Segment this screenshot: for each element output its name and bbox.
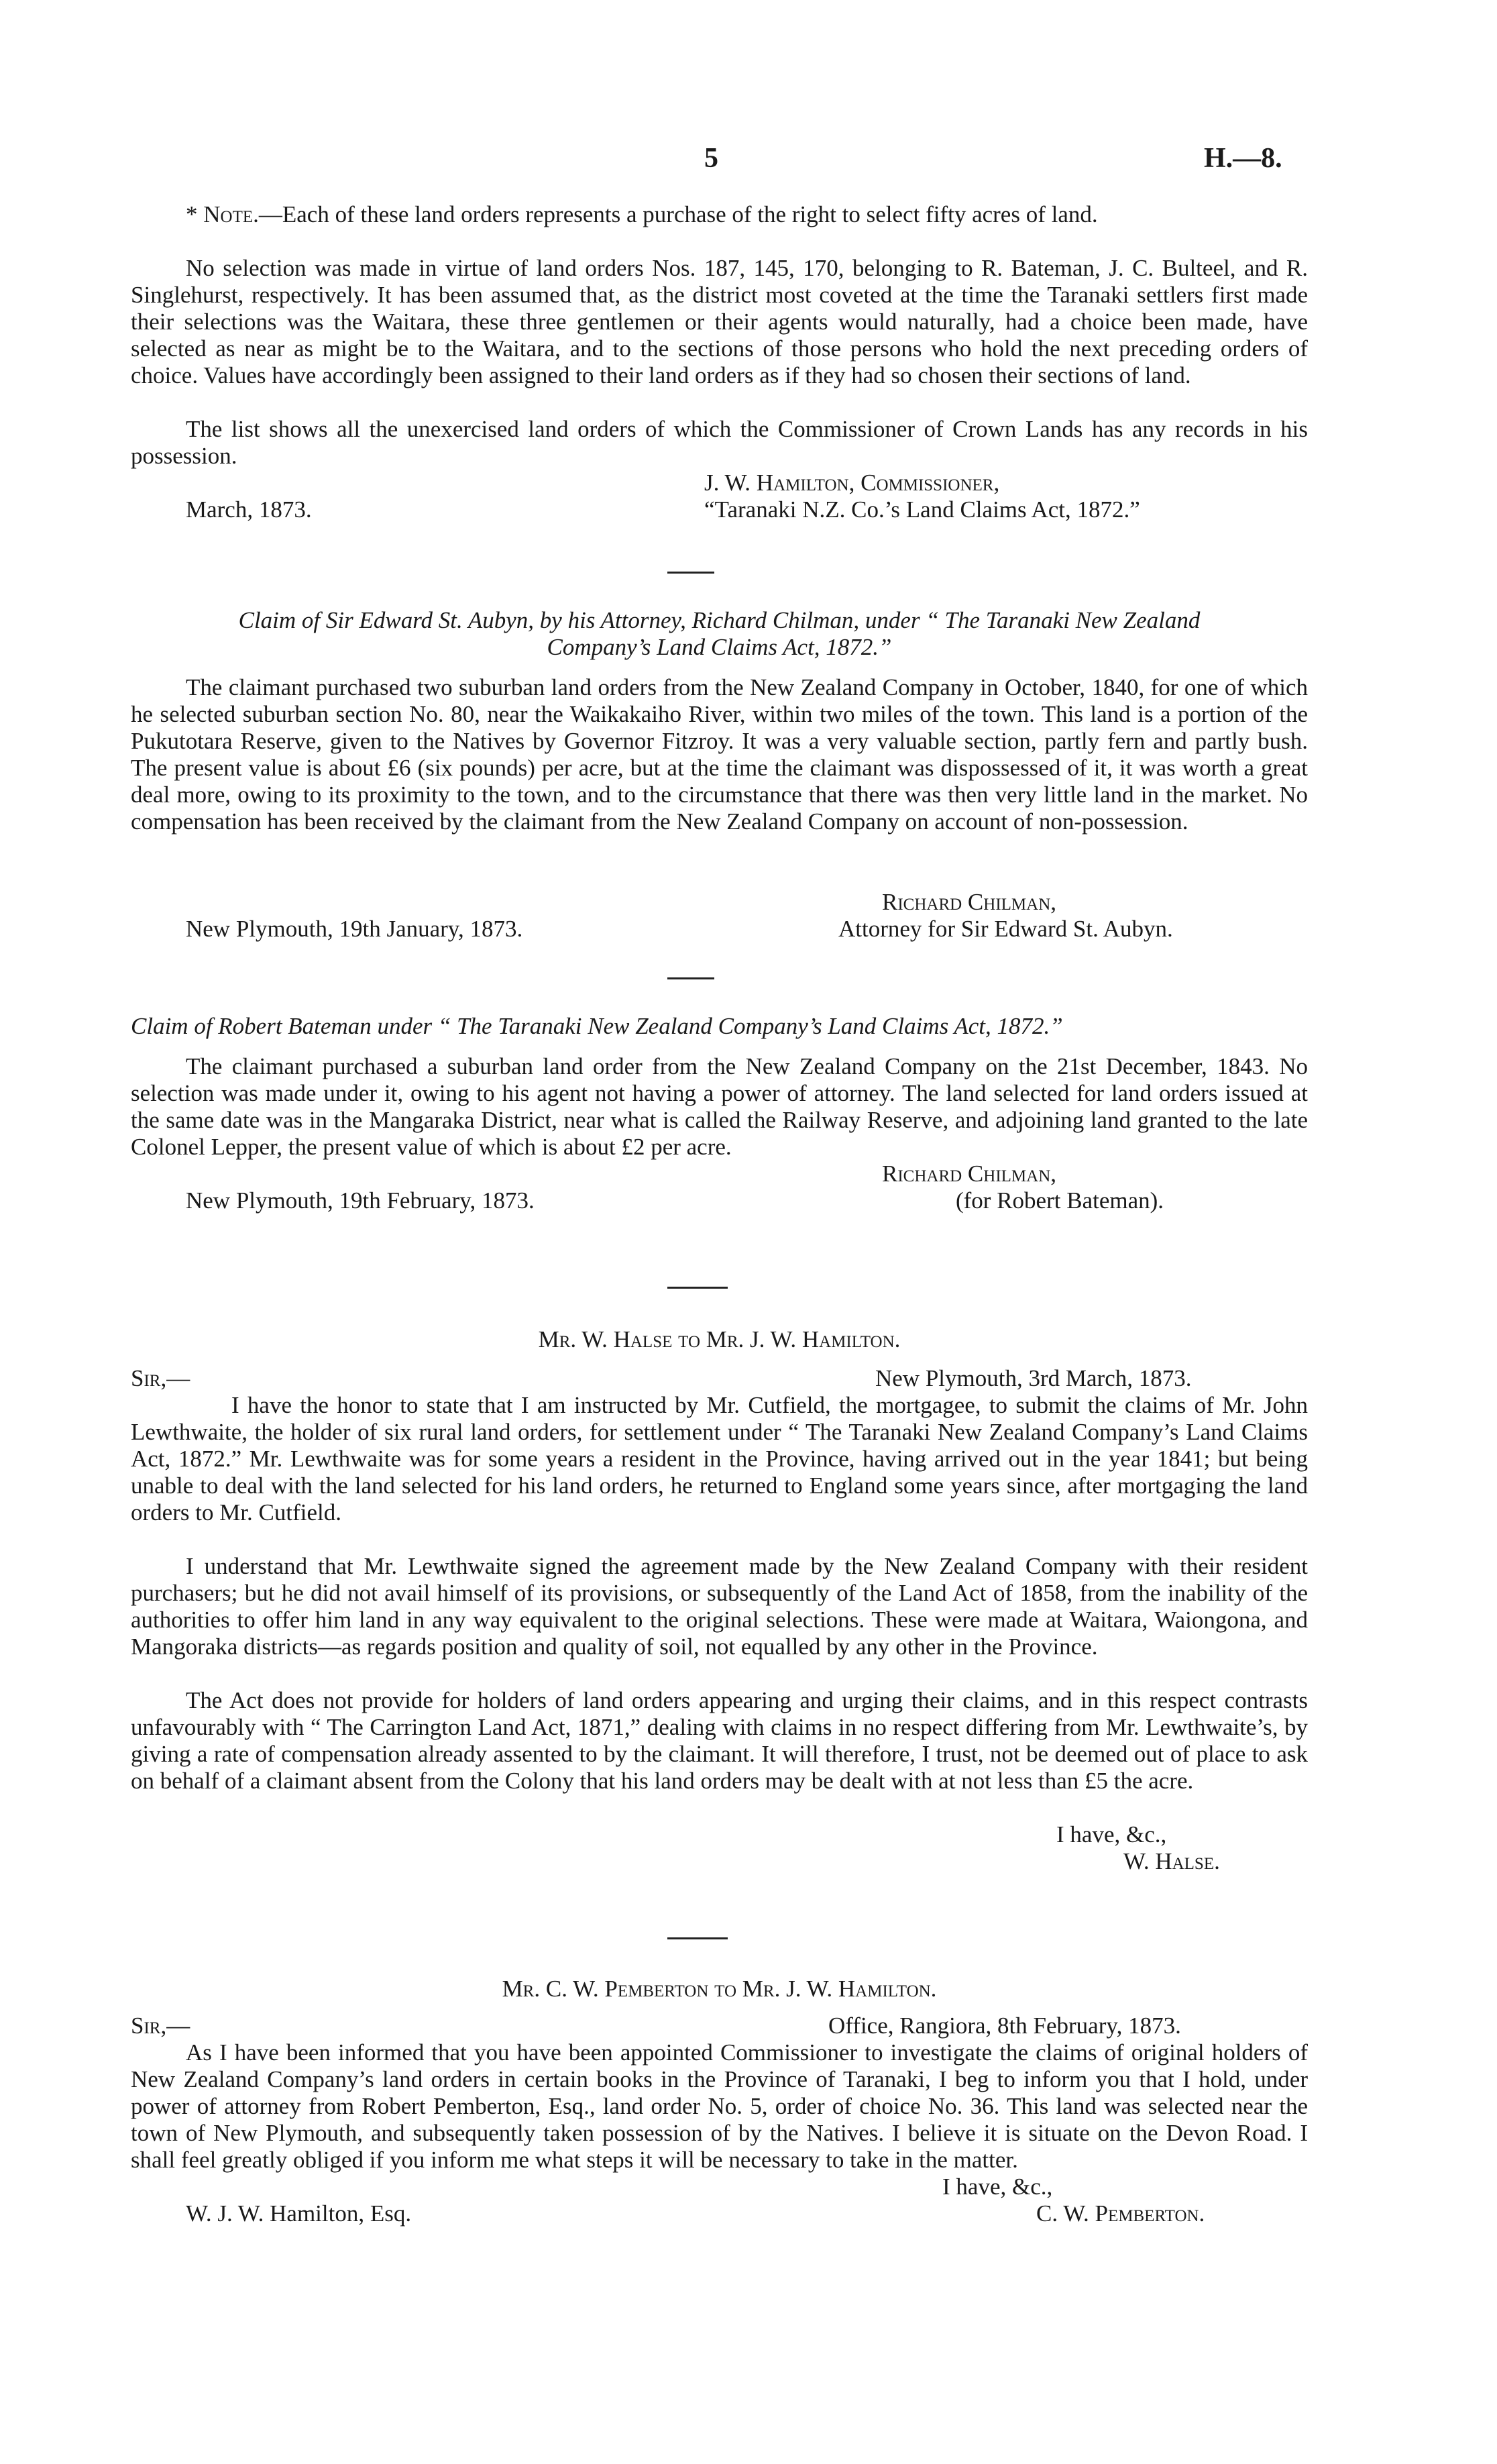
claim-1-title-line-1: Claim of Sir Edward St. Aubyn, by his Attorney, Richard Chilman, under “ The Taranaki New Zealand (238, 607, 1201, 633)
letter-1-salutation: Sir,— (131, 1365, 190, 1391)
letter-1-salutation-row (131, 1365, 1308, 1392)
page-number: 5 (704, 143, 718, 174)
section-divider (667, 572, 714, 574)
letter-1-paragraph-1: I have the honor to state that I am instructed by Mr. Cutfield, the mortgagee, to submit the claims of Mr. John Lewthwaite, the holder of six rural land orders, for settlement under “ The Taranaki New Zealand Company’s Land Claims Act, 1872.” Mr. Lewthwaite was for some years a resident in the Province, having arrived out in the year 1841; but being unable to deal with the land selected for his land orders, he returned to England some years since, after mortgaging the land orders to Mr. Cutfield. (131, 1392, 1308, 1525)
note-paragraph-2: No selection was made in virtue of land orders Nos. 187, 145, 170, belonging to R. Bateman, J. C. Bulteel, and R. Singlehurst, respectively. It has been assumed that, as the district most coveted at the time the Taranaki settlers first made their selections was the Waitara, these three gentlemen or their agents would naturally, had a choice been made, have selected as near as might be to the Waitara, and to the sections of those persons who hold the next preceding orders of choice. Values have accordingly been assigned to their land orders as if they had so chosen their sections of land. (131, 255, 1308, 388)
claim-1-signature-name: Richard Chilman, (882, 889, 1057, 915)
claim-2-title: Claim of Robert Bateman under “ The Taranaki New Zealand Company’s Land Claims Act, 1872.” (131, 1013, 1063, 1039)
claim-1-date-row (131, 916, 1308, 943)
document-reference: H.—8. (1204, 143, 1282, 174)
letter-1-paragraph-3: The Act does not provide for holders of land orders appearing and urging their claims, and in this respect contrasts unfavourably with “ The Carrington Land Act, 1871,” dealing with claims in no respect differing from Mr. Lewthwaite’s, by giving a rate of compensation already assented to by the claimant. It will therefore, I trust, not be deemed out of place to ask on behalf of a claimant absent from the Colony that his land orders may be dealt with at not less than £5 the acre. (131, 1687, 1308, 1794)
letter-2-heading: Mr. C. W. Pemberton to Mr. J. W. Hamilton. (502, 1976, 937, 2002)
letter-2-addressee: W. J. W. Hamilton, Esq. (186, 2200, 412, 2227)
letter-2-signature: C. W. Pemberton. (1036, 2200, 1205, 2227)
note-date-row (131, 496, 1308, 523)
claim-2-signature-role: (for Robert Bateman). (956, 1187, 1164, 1214)
note-act-title: “Taranaki N.Z. Co.’s Land Claims Act, 1872.” (704, 496, 1140, 523)
claim-2-date-row (131, 1187, 1308, 1214)
note-label: * Note. (186, 201, 259, 227)
letter-2-closing: I have, &c., (942, 2174, 1053, 2200)
claim-1-body: The claimant purchased two suburban land orders from the New Zealand Company in October, 1840, for one of which he selected suburban section No. 80, near the Waikakaiho River, within two miles of the town. This land is a portion of the Pukutotara Reserve, given to the Natives by Governor Fitzroy. It was a very valuable section, partly fern and partly bush. The present value is about £6 (six pounds) per acre, but at the time the claimant was dispossessed of it, it was worth a great deal more, owing to its proximity to the town, and to the circumstance that there was then very little land in the market. No compensation has been received by the claimant from the New Zealand Company on account of non-possession. (131, 674, 1308, 835)
letter-1-signature-row (131, 1848, 1308, 1875)
letter-2-salutation-row (131, 2013, 1308, 2039)
claim-2-signature-row (131, 1161, 1308, 1187)
note-signature-row (131, 470, 1308, 496)
note-paragraph (131, 201, 1308, 228)
claim-1-place-date: New Plymouth, 19th January, 1873. (186, 916, 523, 942)
claim-1-signature-row (131, 889, 1308, 916)
section-divider (667, 977, 714, 979)
letter-2-paragraph-1: As I have been informed that you have been appointed Commissioner to investigate the claims of original holders of New Zealand Company’s land orders in certain books in the Province of Taranaki, I beg to inform you that I hold, under power of attorney from Robert Pemberton, Esq., land order No. 5, order of choice No. 36. This land was selected near the town of New Plymouth, and subsequently taken possession of by the Natives. I believe it is situate on the Devon Road. I shall feel greatly obliged if you inform me what steps it will be necessary to take in the matter. (131, 2039, 1308, 2173)
claim-2-signature-name: Richard Chilman, (882, 1161, 1057, 1187)
letter-1-place-date: New Plymouth, 3rd March, 1873. (875, 1365, 1192, 1391)
letter-2-salutation: Sir,— (131, 2013, 190, 2039)
note-signature-name: J. W. Hamilton, Commissioner, (704, 470, 1000, 496)
letter-1-heading: Mr. W. Halse to Mr. J. W. Hamilton. (538, 1326, 901, 1352)
letter-1-signature: W. Halse. (1123, 1848, 1220, 1874)
letter-1-paragraph-2: I understand that Mr. Lewthwaite signed the agreement made by the New Zealand Company with their resident purchasers; but he did not avail himself of its provisions, or subsequently of the Land Act of 1858, from the inability of the authorities to offer him land in any way equivalent to the original selections. These were made at Waitara, Waiongona, and Mangoraka districts—as regards position and quality of soil, not equalled by any other in the Province. (131, 1553, 1308, 1660)
letter-2-signature-row (131, 2200, 1308, 2227)
section-divider (667, 1937, 728, 1939)
note-paragraph-3: The list shows all the unexercised land orders of which the Commissioner of Crown Lands has any records in his possession. (131, 416, 1308, 469)
claim-2-place-date: New Plymouth, 19th February, 1873. (186, 1187, 535, 1214)
claim-1-signature-role: Attorney for Sir Edward St. Aubyn. (838, 916, 1173, 942)
note-date: March, 1873. (186, 496, 312, 523)
letter-2-closing-row (131, 2174, 1308, 2200)
letter-1-closing: I have, &c., (1056, 1821, 1167, 1847)
claim-1-title-line-2: Company’s Land Claims Act, 1872.” (547, 634, 892, 660)
note-text: —Each of these land orders represents a purchase of the right to select fifty acres of land. (258, 201, 1098, 227)
section-divider (667, 1287, 728, 1289)
claim-2-body: The claimant purchased a suburban land order from the New Zealand Company on the 21st December, 1843. No selection was made under it, owing to his agent not having a power of attorney. The land selected for land orders issued at the same date was in the Mangaraka District, near what is called the Railway Reserve, and adjoining land granted to the late Colonel Lepper, the present value of which is about £2 per acre. (131, 1053, 1308, 1160)
letter-2-place-date: Office, Rangiora, 8th February, 1873. (828, 2013, 1181, 2039)
letter-1-closing-row (131, 1821, 1308, 1848)
